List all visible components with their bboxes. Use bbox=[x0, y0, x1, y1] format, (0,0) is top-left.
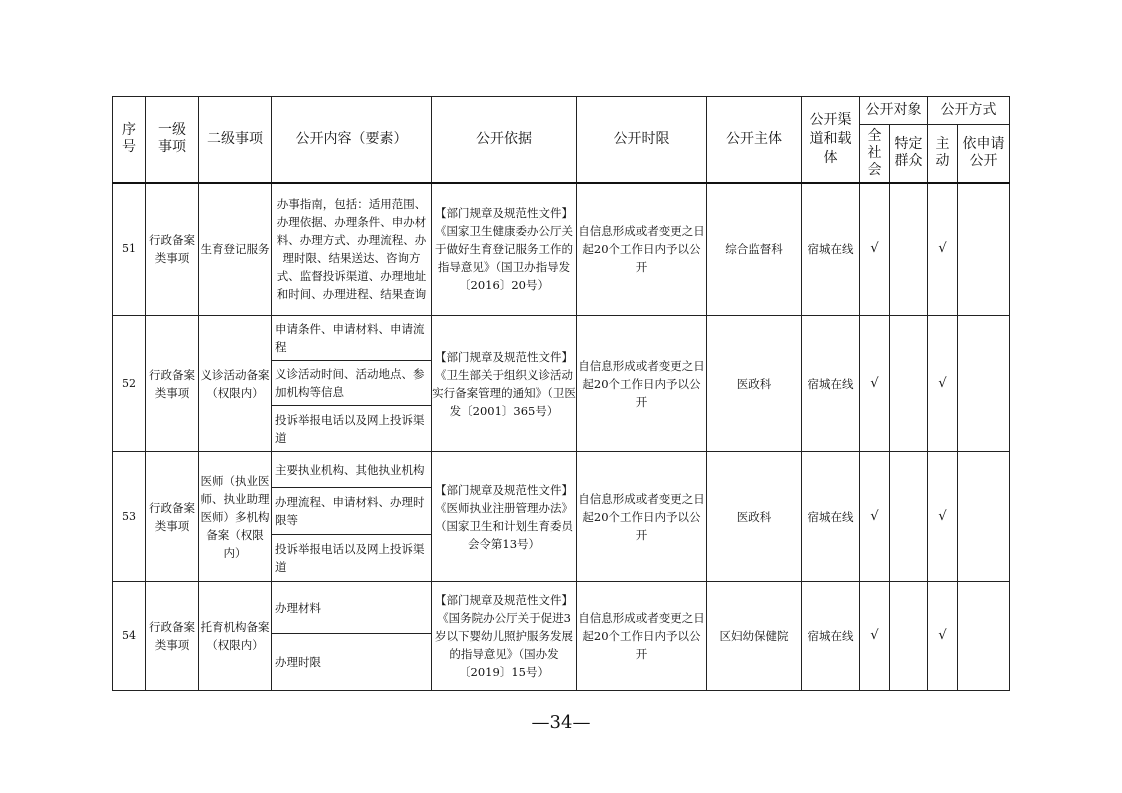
table-row bbox=[113, 582, 1010, 691]
row-target-specific bbox=[890, 582, 928, 691]
header-target-all: 全社会 bbox=[860, 125, 890, 183]
row-seq: 53 bbox=[113, 452, 146, 582]
row-subject: 区妇幼保健院 bbox=[707, 582, 802, 691]
header-seq: 序号 bbox=[113, 97, 146, 183]
header-content: 公开内容（要素） bbox=[272, 97, 432, 183]
row-subject: 医政科 bbox=[707, 452, 802, 582]
row-target-specific bbox=[890, 316, 928, 452]
table-row bbox=[113, 452, 1010, 582]
row-channel: 宿城在线 bbox=[802, 452, 860, 582]
table-row bbox=[113, 316, 1010, 452]
header-target-specific: 特定群众 bbox=[890, 125, 928, 183]
row-method-active: √ bbox=[928, 582, 958, 691]
row-method-active: √ bbox=[928, 183, 958, 316]
row-level1: 行政备案类事项 bbox=[146, 183, 199, 316]
header-channel: 公开渠道和载体 bbox=[802, 97, 860, 183]
row-level2: 医师（执业医师、执业助理医师）多机构备案（权限内） bbox=[199, 452, 272, 582]
row-level2: 义诊活动备案（权限内） bbox=[199, 316, 272, 452]
row-subject: 医政科 bbox=[707, 316, 802, 452]
row-level1: 行政备案类事项 bbox=[146, 316, 199, 452]
row-content-item: 投诉举报电话以及网上投诉渠道 bbox=[275, 542, 425, 574]
row-level1: 行政备案类事项 bbox=[146, 452, 199, 582]
row-method-apply bbox=[958, 452, 1010, 582]
row-target-all: √ bbox=[860, 316, 890, 452]
row-method-active: √ bbox=[928, 452, 958, 582]
header-method-apply: 依申请公开 bbox=[958, 125, 1010, 183]
row-content-group bbox=[272, 582, 432, 691]
row-content-item: 申请条件、申请材料、申请流程 bbox=[272, 316, 431, 361]
row-level2: 托育机构备案（权限内） bbox=[199, 582, 272, 691]
header-method-active: 主动 bbox=[928, 125, 958, 183]
page-number: —34— bbox=[531, 712, 591, 733]
row-method-apply bbox=[958, 582, 1010, 691]
row-time-limit: 自信息形成或者变更之日起20个工作日内予以公开 bbox=[577, 316, 707, 452]
row-content-item: 主要执业机构、其他执业机构 bbox=[272, 452, 431, 488]
row-channel: 宿城在线 bbox=[802, 316, 860, 452]
row-method-active: √ bbox=[928, 316, 958, 452]
header-level2: 二级事项 bbox=[199, 97, 272, 183]
row-time-limit: 自信息形成或者变更之日起20个工作日内予以公开 bbox=[577, 582, 707, 691]
row-target-specific bbox=[890, 452, 928, 582]
row-content-group bbox=[272, 452, 432, 582]
row-basis: 【部门规章及规范性文件】《国家卫生健康委办公厅关于做好生育登记服务工作的指导意见》（国卫办指导发〔2016〕20号） bbox=[432, 183, 577, 316]
row-method-apply bbox=[958, 183, 1010, 316]
row-time-limit: 自信息形成或者变更之日起20个工作日内予以公开 bbox=[577, 452, 707, 582]
row-seq: 54 bbox=[113, 582, 146, 691]
row-basis: 【部门规章及规范性文件】《国务院办公厅关于促进3岁以下婴幼儿照护服务发展的指导意见》（国办发〔2019〕15号） bbox=[432, 582, 577, 691]
row-time-limit: 自信息形成或者变更之日起20个工作日内予以公开 bbox=[577, 183, 707, 316]
table-row bbox=[113, 183, 1010, 316]
row-content-item: 办理材料 bbox=[272, 582, 431, 634]
row-subject: 综合监督科 bbox=[707, 183, 802, 316]
row-level2: 生育登记服务 bbox=[199, 183, 272, 316]
header-time-limit: 公开时限 bbox=[577, 97, 707, 183]
row-content: 办事指南，包括：适用范围、办理依据、办理条件、申办材料、办理方式、办理流程、办理时限、结果送达、咨询方式、监督投诉渠道、办理地址和时间、办理进程、结果查询 bbox=[272, 183, 432, 316]
row-method-apply bbox=[958, 316, 1010, 452]
row-seq: 52 bbox=[113, 316, 146, 452]
row-target-all: √ bbox=[860, 183, 890, 316]
row-target-specific bbox=[890, 183, 928, 316]
row-channel: 宿城在线 bbox=[802, 582, 860, 691]
row-basis: 【部门规章及规范性文件】《医师执业注册管理办法》（国家卫生和计划生育委员会令第13号） bbox=[432, 452, 577, 582]
header-subject: 公开主体 bbox=[707, 97, 802, 183]
row-content-item: 义诊活动时间、活动地点、参加机构等信息 bbox=[272, 361, 431, 406]
header-basis: 公开依据 bbox=[432, 97, 577, 183]
header-target: 公开对象 bbox=[860, 97, 928, 125]
disclosure-table bbox=[112, 96, 1010, 691]
header-level1: 一级事项 bbox=[146, 97, 199, 183]
row-content-group bbox=[272, 316, 432, 452]
row-basis: 【部门规章及规范性文件】《卫生部关于组织义诊活动实行备案管理的通知》（卫医发〔2001〕365号） bbox=[432, 316, 577, 452]
row-channel: 宿城在线 bbox=[802, 183, 860, 316]
row-seq: 51 bbox=[113, 183, 146, 316]
row-level1: 行政备案类事项 bbox=[146, 582, 199, 691]
row-content-item: 投诉举报电话以及网上投诉渠道 bbox=[275, 412, 425, 445]
row-content-item: 办理时限 bbox=[275, 655, 321, 669]
header-method: 公开方式 bbox=[928, 97, 1010, 125]
row-target-all: √ bbox=[860, 452, 890, 582]
row-target-all: √ bbox=[860, 582, 890, 691]
row-content-item: 办理流程、申请材料、办理时限等 bbox=[272, 488, 431, 535]
